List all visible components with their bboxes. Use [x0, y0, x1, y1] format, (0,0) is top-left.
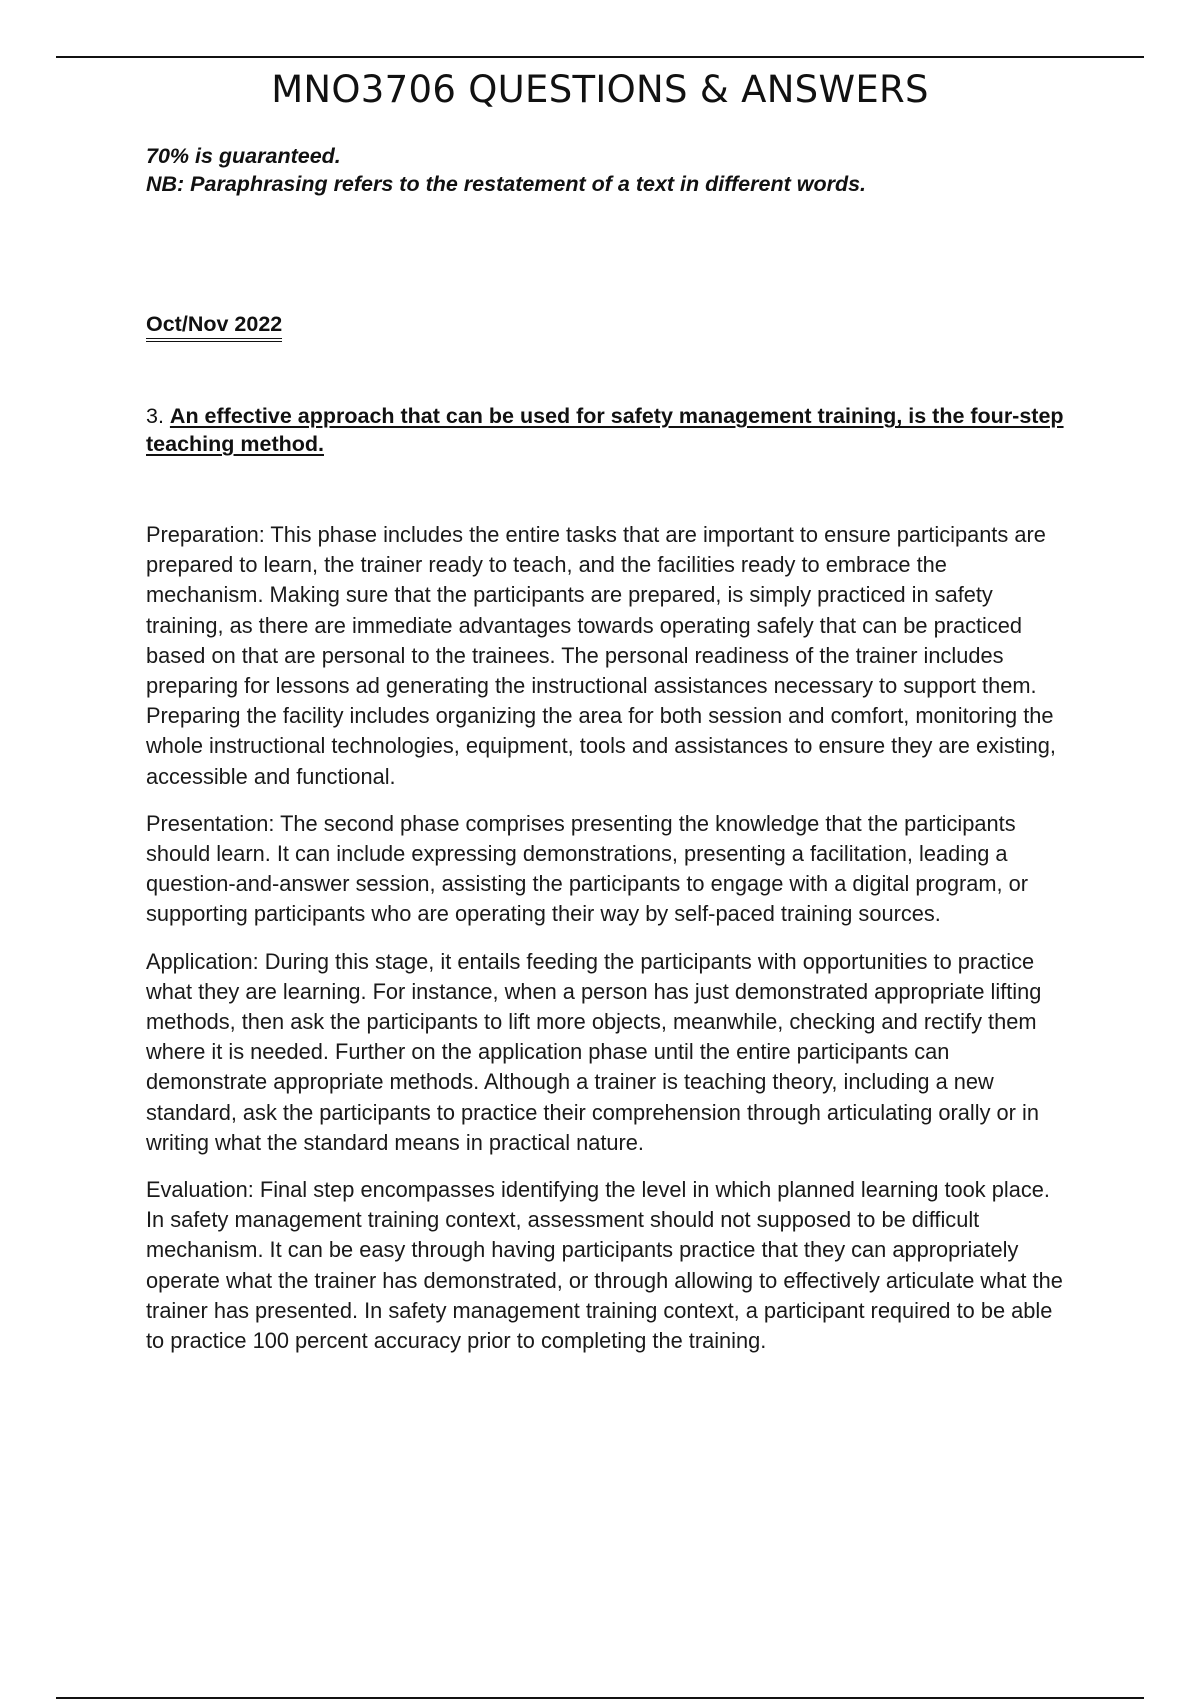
- answer-section: [146, 520, 1066, 1356]
- paragraph-application: Application: During this stage, it entails feeding the participants with opportunities to practice what they are learning. For instance, when a person has just demonstrated appropriate lifting methods, then ask the participants to lift more objects, meanwhile, checking and rectify them where it is needed. Further on the application phase until the entire participants can demonstrate appropriate methods. Although a trainer is teaching theory, including a new standard, ask the participants to practice their comprehension through articulating orally or in writing what the standard means in practical nature.: [146, 948, 1042, 1155]
- top-rule: [56, 56, 1144, 58]
- document-body: [146, 142, 1066, 1373]
- question-text: An effective approach that can be used for safety management training, is the four-step teaching method.: [146, 404, 1064, 456]
- document-title: MNO3706 QUESTIONS & ANSWERS: [271, 68, 929, 111]
- notice-block: [146, 142, 1066, 198]
- question-number: 3.: [146, 404, 164, 428]
- bottom-rule: [56, 1697, 1144, 1699]
- question-heading: [146, 402, 1066, 458]
- paragraph-evaluation: Evaluation: Final step encompasses identifying the level in which planned learning took place. In safety management training context, assessment should not supposed to be difficult mechanism. It can be easy through having participants practice that they can appropriately operate what the trainer has demonstrated, or through allowing to effectively articulate what the trainer has presented. In safety management training context, a participant required to be able to practice 100 percent accuracy prior to completing the training.: [146, 1177, 1063, 1354]
- guarantee-notice: 70% is guaranteed.: [146, 144, 341, 168]
- paragraph-preparation: Preparation: This phase includes the entire tasks that are important to ensure participants are prepared to learn, the trainer ready to teach, and the facilities ready to embrace the mechanism. Making sure that the participants are prepared, is simply practiced in safety training, as there are immediate advantages towards operating safely that can be practiced based on that are personal to the trainees. The personal readiness of the trainer includes preparing for lessons ad generating the instructional assistances necessary to support them. Preparing the facility includes organizing the area for both session and comfort, monitoring the whole instructional technologies, equipment, tools and assistances to ensure they are existing, accessible and functional.: [146, 522, 1056, 789]
- paraphrasing-note: NB: Paraphrasing refers to the restatement of a text in different words.: [146, 172, 867, 196]
- paragraph-presentation: Presentation: The second phase comprises presenting the knowledge that the participants should learn. It can include expressing demonstrations, presenting a facilitation, leading a question-and-answer session, assisting the participants to engage with a digital program, or supporting participants who are operating their way by self-paced training sources.: [146, 810, 1029, 927]
- exam-session-heading: Oct/Nov 2022: [146, 310, 282, 342]
